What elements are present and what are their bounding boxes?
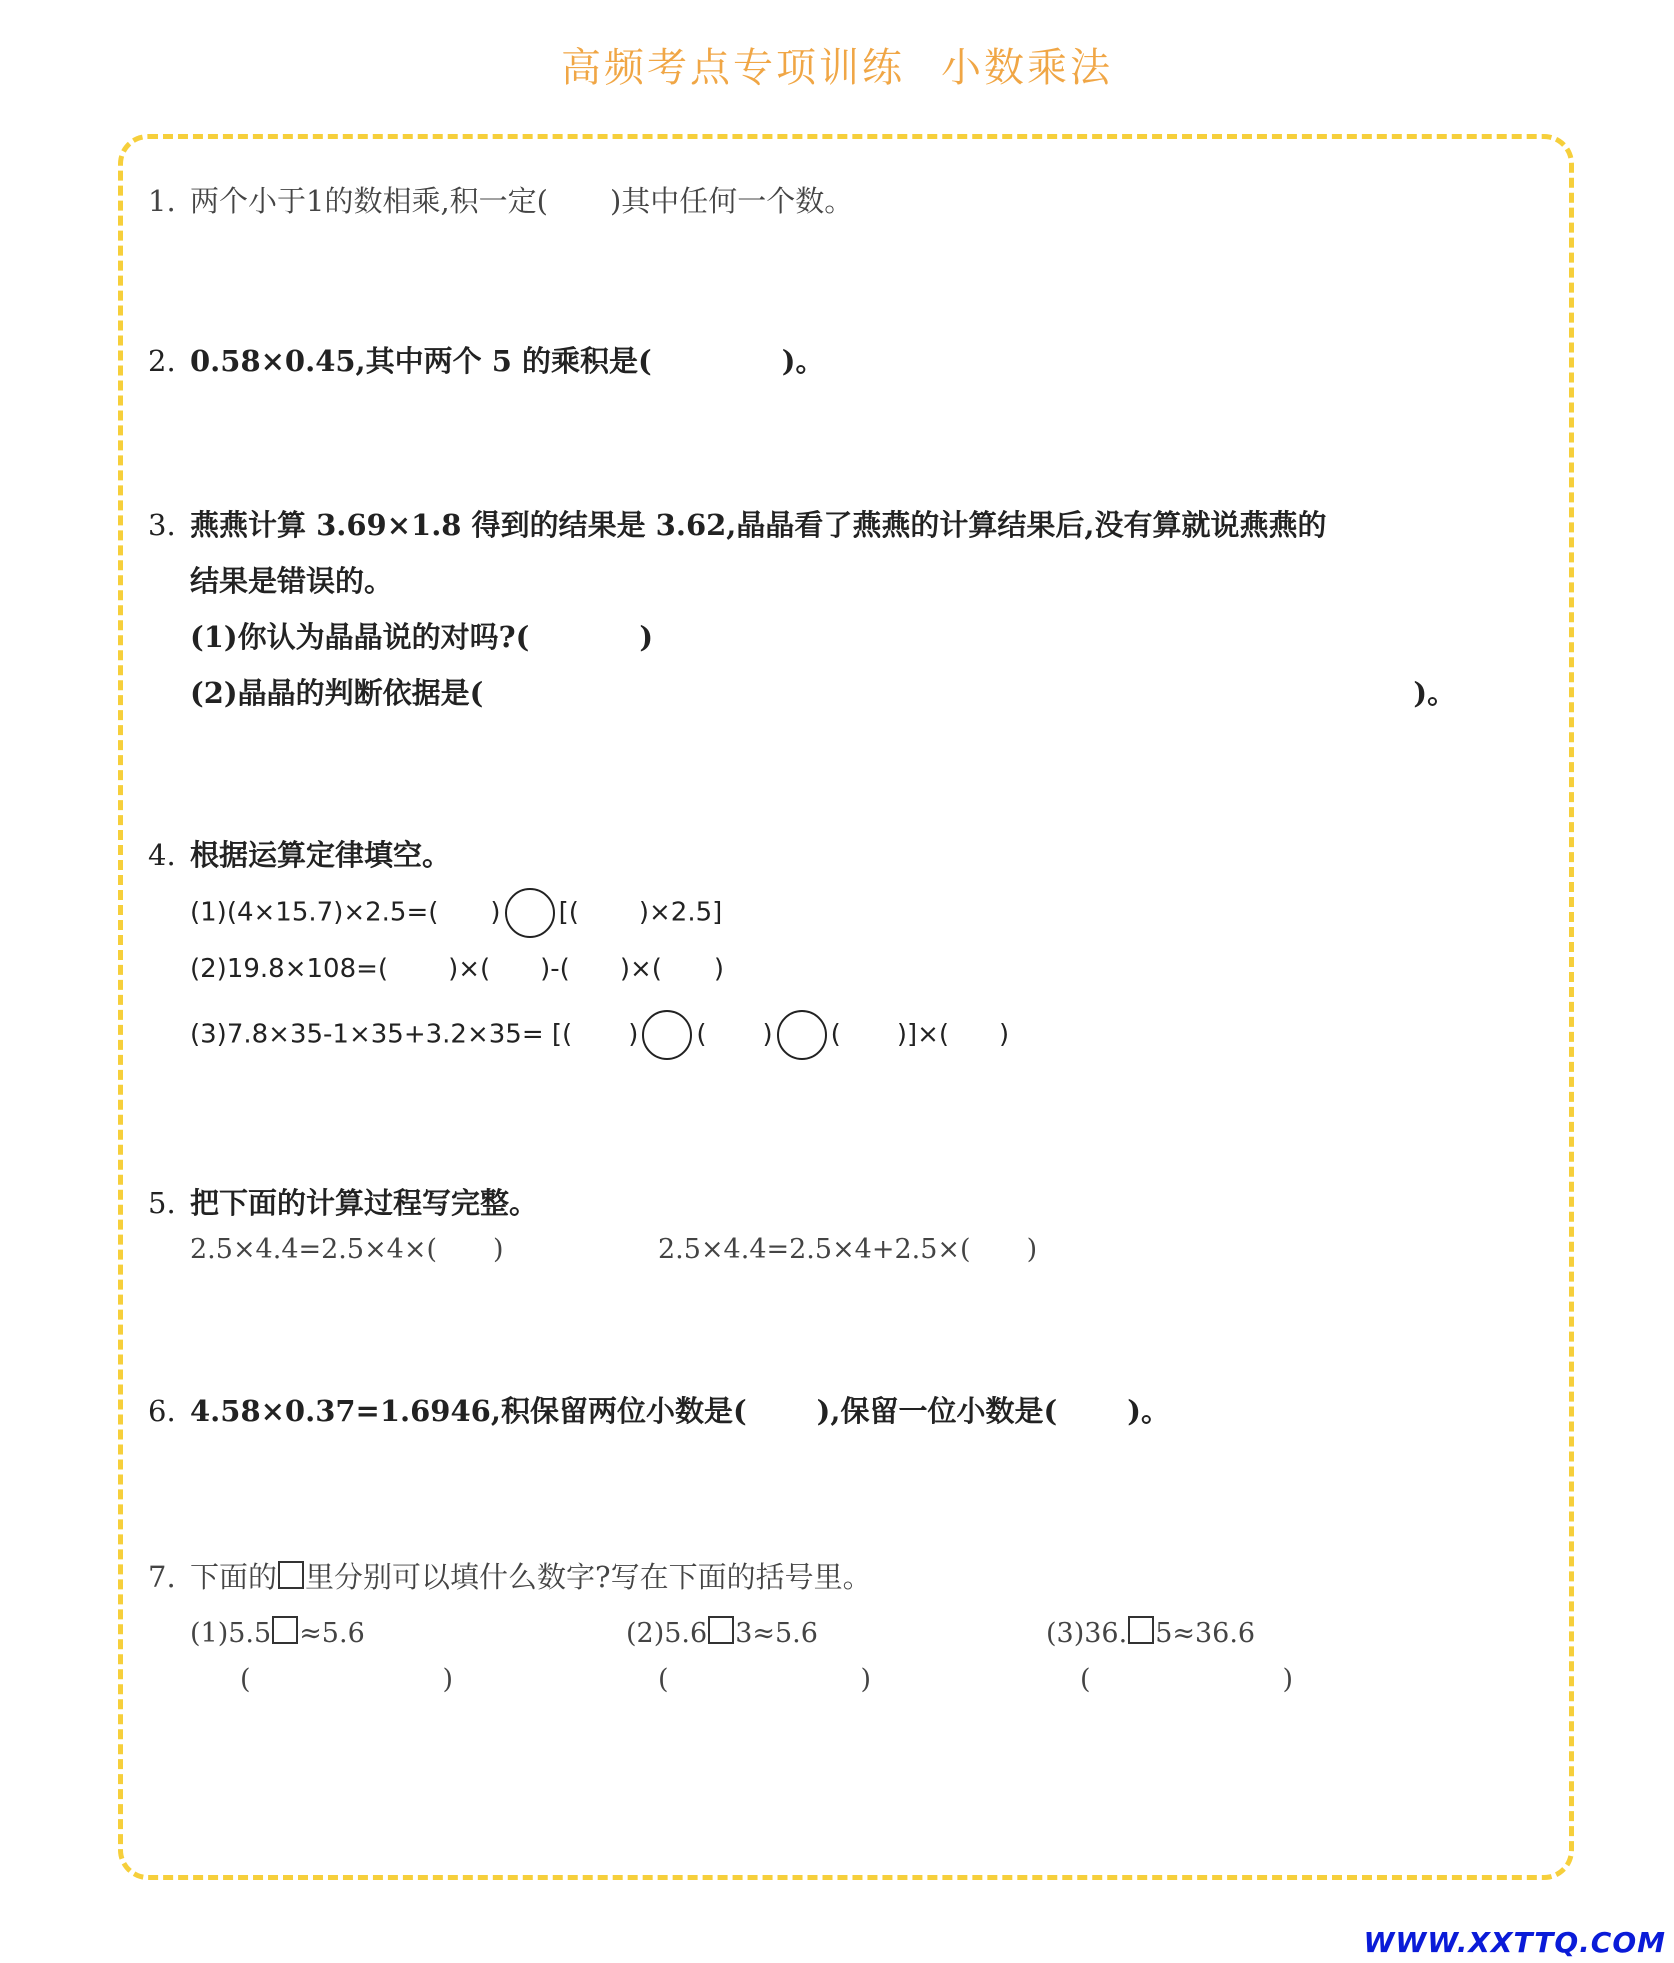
q7-answer3-open: ( xyxy=(1080,1664,1091,1695)
q7-prompt-box xyxy=(278,1561,304,1589)
q4-sub2-part-c: )-( xyxy=(540,954,570,984)
q2-text-before: 0.58×0.45,其中两个 5 的乘积是( xyxy=(190,344,652,378)
question-3 xyxy=(148,508,1327,543)
q4-sub-1 xyxy=(190,888,722,938)
q4-sub-3 xyxy=(190,1010,1009,1060)
q7-answer2-close: ) xyxy=(860,1664,872,1695)
q4-prompt: 根据运算定律填空。 xyxy=(190,838,452,872)
title-right: 小数乘法 xyxy=(941,45,1113,91)
q7-answer2-open: ( xyxy=(658,1664,669,1695)
q4-sub3-part-f: )]×( xyxy=(896,1019,950,1050)
q6-number: 6. xyxy=(148,1394,176,1428)
q3-sub2-before: (2)晶晶的判断依据是( xyxy=(190,676,484,710)
q7-sub1-part-a: (1)5.5 xyxy=(190,1618,272,1649)
q3-sub-1 xyxy=(190,620,653,655)
q7-sub2-part-a: (2)5.6 xyxy=(626,1618,708,1649)
q4-sub3-operator-circle-2[interactable] xyxy=(777,1010,827,1060)
q7-prompt-a: 下面的 xyxy=(190,1560,278,1594)
q5-prompt: 把下面的计算过程写完整。 xyxy=(190,1186,539,1220)
question-6 xyxy=(148,1394,1170,1429)
q3-sub1-after: ) xyxy=(639,620,654,654)
q7-sub1-box xyxy=(272,1616,298,1644)
question-7 xyxy=(148,1560,872,1595)
q7-sub2-part-b: 3≈5.6 xyxy=(735,1618,818,1649)
q4-sub2-part-d: )×( xyxy=(619,954,662,984)
q7-sub-2 xyxy=(626,1616,818,1650)
q3-number: 3. xyxy=(148,508,176,542)
q1-text-after: )其中任何一个数。 xyxy=(609,184,854,218)
question-1 xyxy=(148,184,853,219)
q4-sub3-part-c: ( xyxy=(696,1019,707,1050)
q3-line-1: 燕燕计算 3.69×1.8 得到的结果是 3.62,晶晶看了燕燕的计算结果后,没有算就说燕燕的 xyxy=(190,508,1327,542)
q4-sub-2 xyxy=(190,954,724,985)
question-4 xyxy=(148,838,451,873)
q5-number: 5. xyxy=(148,1186,176,1220)
q7-answer1-open: ( xyxy=(240,1664,251,1695)
q4-sub3-part-e: ( xyxy=(830,1019,841,1050)
q3-sub-2 xyxy=(190,676,1456,711)
q7-answer1-close: ) xyxy=(442,1664,454,1695)
q4-sub3-part-d: ) xyxy=(762,1019,773,1050)
q3-line-2: 结果是错误的。 xyxy=(190,564,394,598)
q5-right-expression xyxy=(658,1234,1037,1266)
q5-right-after: ) xyxy=(1026,1234,1038,1265)
q4-sub1-part-b: ) xyxy=(490,897,501,928)
q7-prompt-b: 里分别可以填什么数字?写在下面的括号里。 xyxy=(305,1560,872,1594)
q4-sub3-part-g: ) xyxy=(999,1019,1010,1050)
q4-sub1-part-a: (1)(4×15.7)×2.5=( xyxy=(190,897,439,928)
q5-left-before: 2.5×4.4=2.5×4×( xyxy=(190,1234,438,1265)
q4-sub1-part-c: [( xyxy=(558,897,579,928)
question-5 xyxy=(148,1186,538,1221)
q6-part-b: ),保留一位小数是( xyxy=(816,1394,1058,1428)
q4-sub2-part-e: ) xyxy=(713,954,725,984)
q7-sub3-part-b: 5≈36.6 xyxy=(1155,1618,1256,1649)
q5-left-after: ) xyxy=(493,1234,504,1265)
q2-text-after: )。 xyxy=(781,344,825,378)
title-left: 高频考点专项训练 xyxy=(561,45,905,91)
page-title xyxy=(0,36,1674,93)
q7-answer-1 xyxy=(240,1664,453,1696)
q2-number: 2. xyxy=(148,344,176,378)
q4-sub3-part-b: ) xyxy=(628,1019,639,1050)
q7-answer-3 xyxy=(1080,1664,1293,1696)
q1-number: 1. xyxy=(148,184,176,218)
question-2 xyxy=(148,344,824,379)
q5-left-expression xyxy=(190,1234,504,1266)
q7-number: 7. xyxy=(148,1560,176,1594)
q4-sub3-operator-circle-1[interactable] xyxy=(642,1010,692,1060)
q3-sub2-after: )。 xyxy=(1413,676,1457,710)
q6-part-c: )。 xyxy=(1127,1394,1170,1428)
q7-sub-1 xyxy=(190,1616,365,1650)
q7-answer3-close: ) xyxy=(1282,1664,1294,1695)
q7-answer-2 xyxy=(658,1664,871,1696)
q7-sub-3 xyxy=(1046,1616,1255,1650)
q7-sub3-part-a: (3)36. xyxy=(1046,1618,1128,1649)
q4-sub3-part-a: (3)7.8×35-1×35+3.2×35= [( xyxy=(190,1019,573,1050)
q7-sub3-box xyxy=(1128,1616,1154,1644)
q4-sub2-part-b: )×( xyxy=(448,954,491,984)
q7-sub1-part-b: ≈5.6 xyxy=(299,1618,365,1649)
q4-sub1-operator-circle[interactable] xyxy=(505,888,555,938)
q3-sub1-before: (1)你认为晶晶说的对吗?( xyxy=(190,620,530,654)
q4-sub1-part-d: )×2.5] xyxy=(638,897,723,928)
site-watermark: WWW.XXTTQ.COM xyxy=(1363,1926,1666,1959)
q7-sub2-box xyxy=(708,1616,734,1644)
q1-text-before: 两个小于1的数相乘,积一定( xyxy=(190,184,548,218)
q5-right-before: 2.5×4.4=2.5×4+2.5×( xyxy=(658,1234,971,1265)
q6-part-a: 4.58×0.37=1.6946,积保留两位小数是( xyxy=(190,1394,747,1428)
q4-number: 4. xyxy=(148,838,176,872)
q4-sub2-part-a: (2)19.8×108=( xyxy=(190,954,389,984)
